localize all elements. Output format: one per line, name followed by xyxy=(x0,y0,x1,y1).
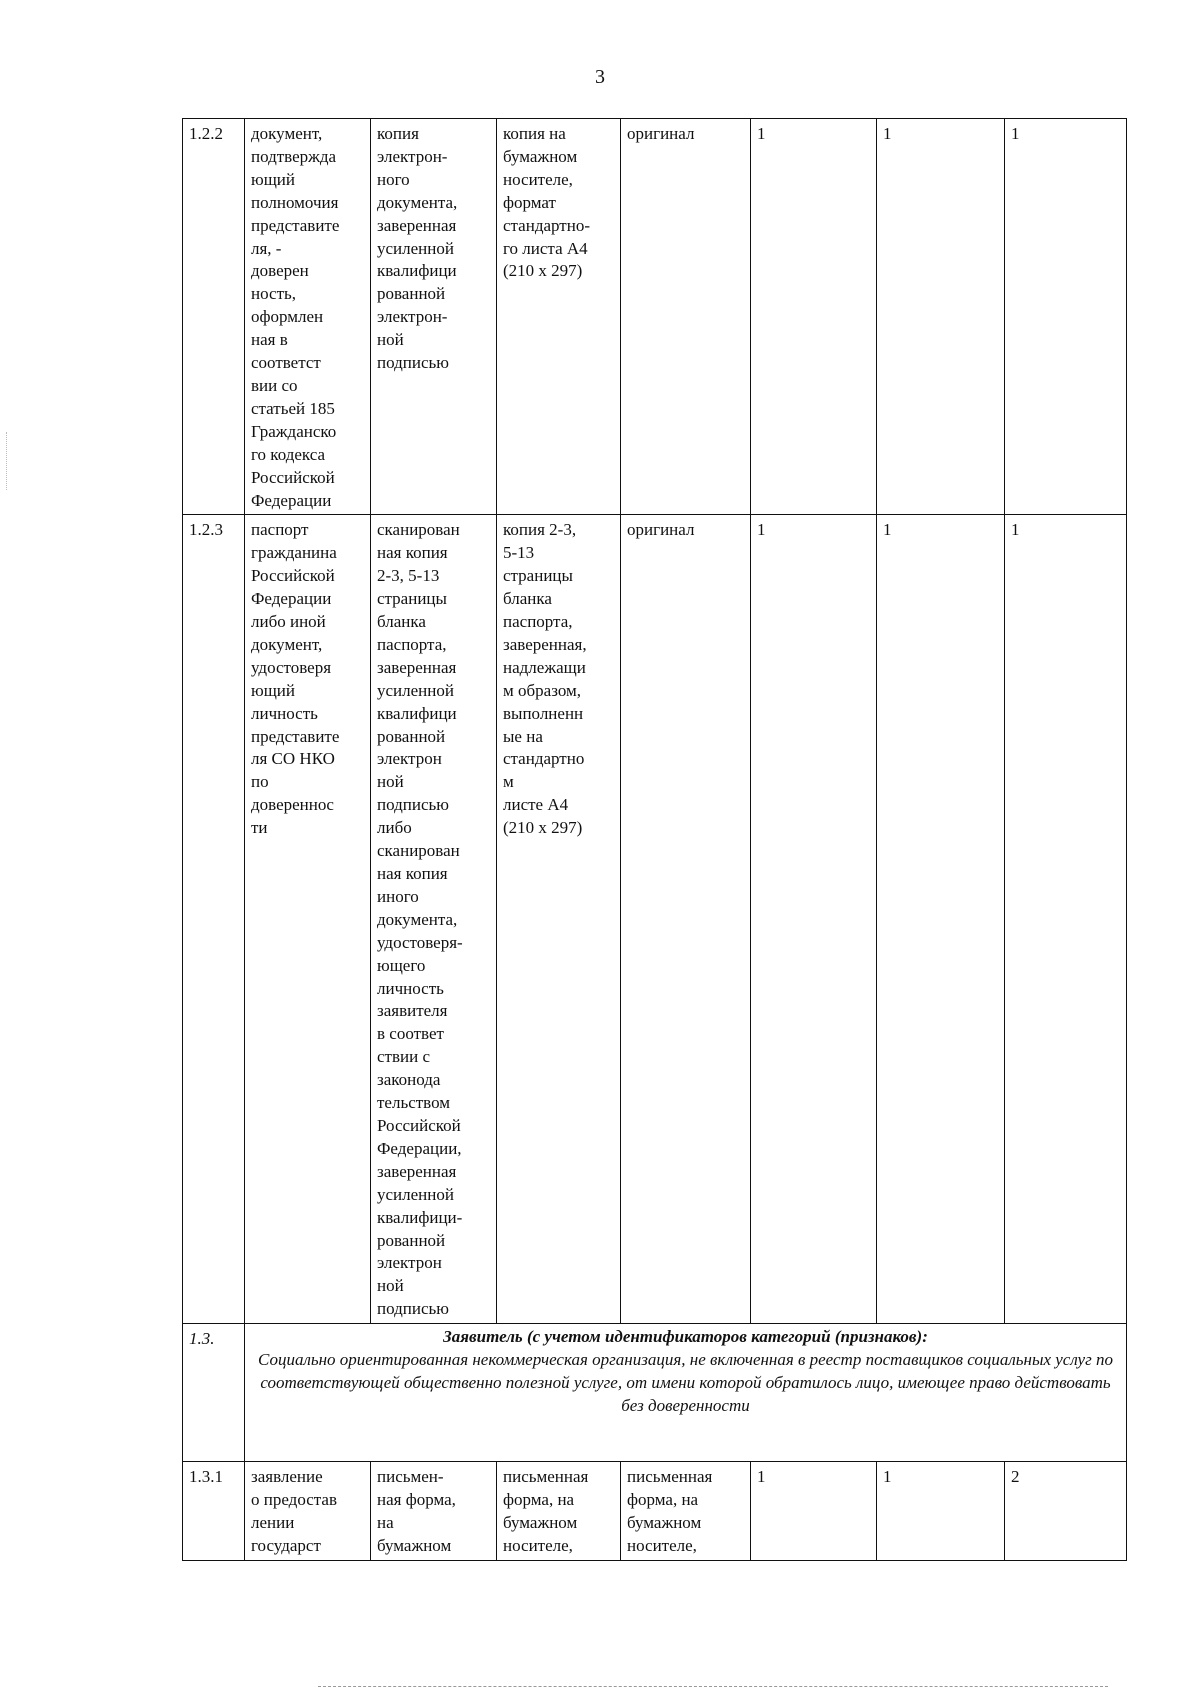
count-cell: 1 xyxy=(877,119,1005,515)
electronic-form-cell: копия электрон- ного документа, заверенная усиленной квалифици рованной электрон- ной подписью xyxy=(371,119,497,515)
count-cell: 1 xyxy=(1005,119,1127,515)
paper-copy-cell: копия 2-3, 5-13 страницы бланка паспорта, заверенная, надлежащи м образом, выполненн ые на стандартно м листе А4 (210 х 297) xyxy=(497,515,621,1324)
document-name-cell: паспорт гражданина Российской Федерации либо иной документ, удостоверя ющий личность представите ля СО НКО по доверенноc ти xyxy=(245,515,371,1324)
electronic-form-cell: письмен- ная форма, на бумажном xyxy=(371,1462,497,1561)
row-number: 1.3.1 xyxy=(183,1462,245,1561)
count-cell: 1 xyxy=(877,1462,1005,1561)
original-cell: письменная форма, на бумажном носителе, xyxy=(621,1462,751,1561)
paper-copy-cell: письменная форма, на бумажном носителе, xyxy=(497,1462,621,1561)
count-cell: 2 xyxy=(1005,1462,1127,1561)
count-cell: 1 xyxy=(751,1462,877,1561)
count-cell: 1 xyxy=(751,119,877,515)
document-name-cell: документ, подтвержда ющий полномочия представите ля, - доверен ность, оформлен ная в соответст вии со статьей 185 Гражданско го кодекса Российской Федерации xyxy=(245,119,371,515)
table-row xyxy=(183,119,1127,515)
row-number: 1.2.2 xyxy=(183,119,245,515)
table-row xyxy=(183,1462,1127,1561)
original-cell: оригинал xyxy=(621,119,751,515)
document-name-cell: заявление о предостав лении государст xyxy=(245,1462,371,1561)
scan-edge-mark xyxy=(6,432,7,490)
paper-copy-cell: копия на бумажном носителе, формат стандартно- го листа А4 (210 х 297) xyxy=(497,119,621,515)
table-row xyxy=(183,515,1127,1324)
count-cell: 1 xyxy=(1005,515,1127,1324)
section-description: Социально ориентированная некоммерческая организация, не включенная в реестр поставщиков социальных услуг по соответствующей общественно полезной услуге, от имени которой обратилось лицо, имеющее право действовать без доверенности xyxy=(258,1350,1113,1415)
section-row xyxy=(183,1324,1127,1462)
electronic-form-cell: сканирован ная копия 2-3, 5-13 страницы бланка паспорта, заверенная усиленной квалифици рованной электрон ной подписью либо сканирован ная копия иного документа, удостоверя- ющего личность заявителя в соответ ствии с законода тельством Российской Федерации, заверенная усиленной квалифици- рованной электрон ной подписью xyxy=(371,515,497,1324)
row-number: 1.2.3 xyxy=(183,515,245,1324)
section-number: 1.3. xyxy=(183,1324,245,1462)
count-cell: 1 xyxy=(877,515,1005,1324)
page-number: 3 xyxy=(595,66,605,88)
scan-footer-line xyxy=(318,1686,1108,1687)
original-cell: оригинал xyxy=(621,515,751,1324)
documents-table xyxy=(182,118,1127,1561)
count-cell: 1 xyxy=(751,515,877,1324)
section-header xyxy=(245,1324,1127,1462)
section-title: Заявитель (с учетом идентификаторов категорий (признаков): xyxy=(443,1327,928,1347)
